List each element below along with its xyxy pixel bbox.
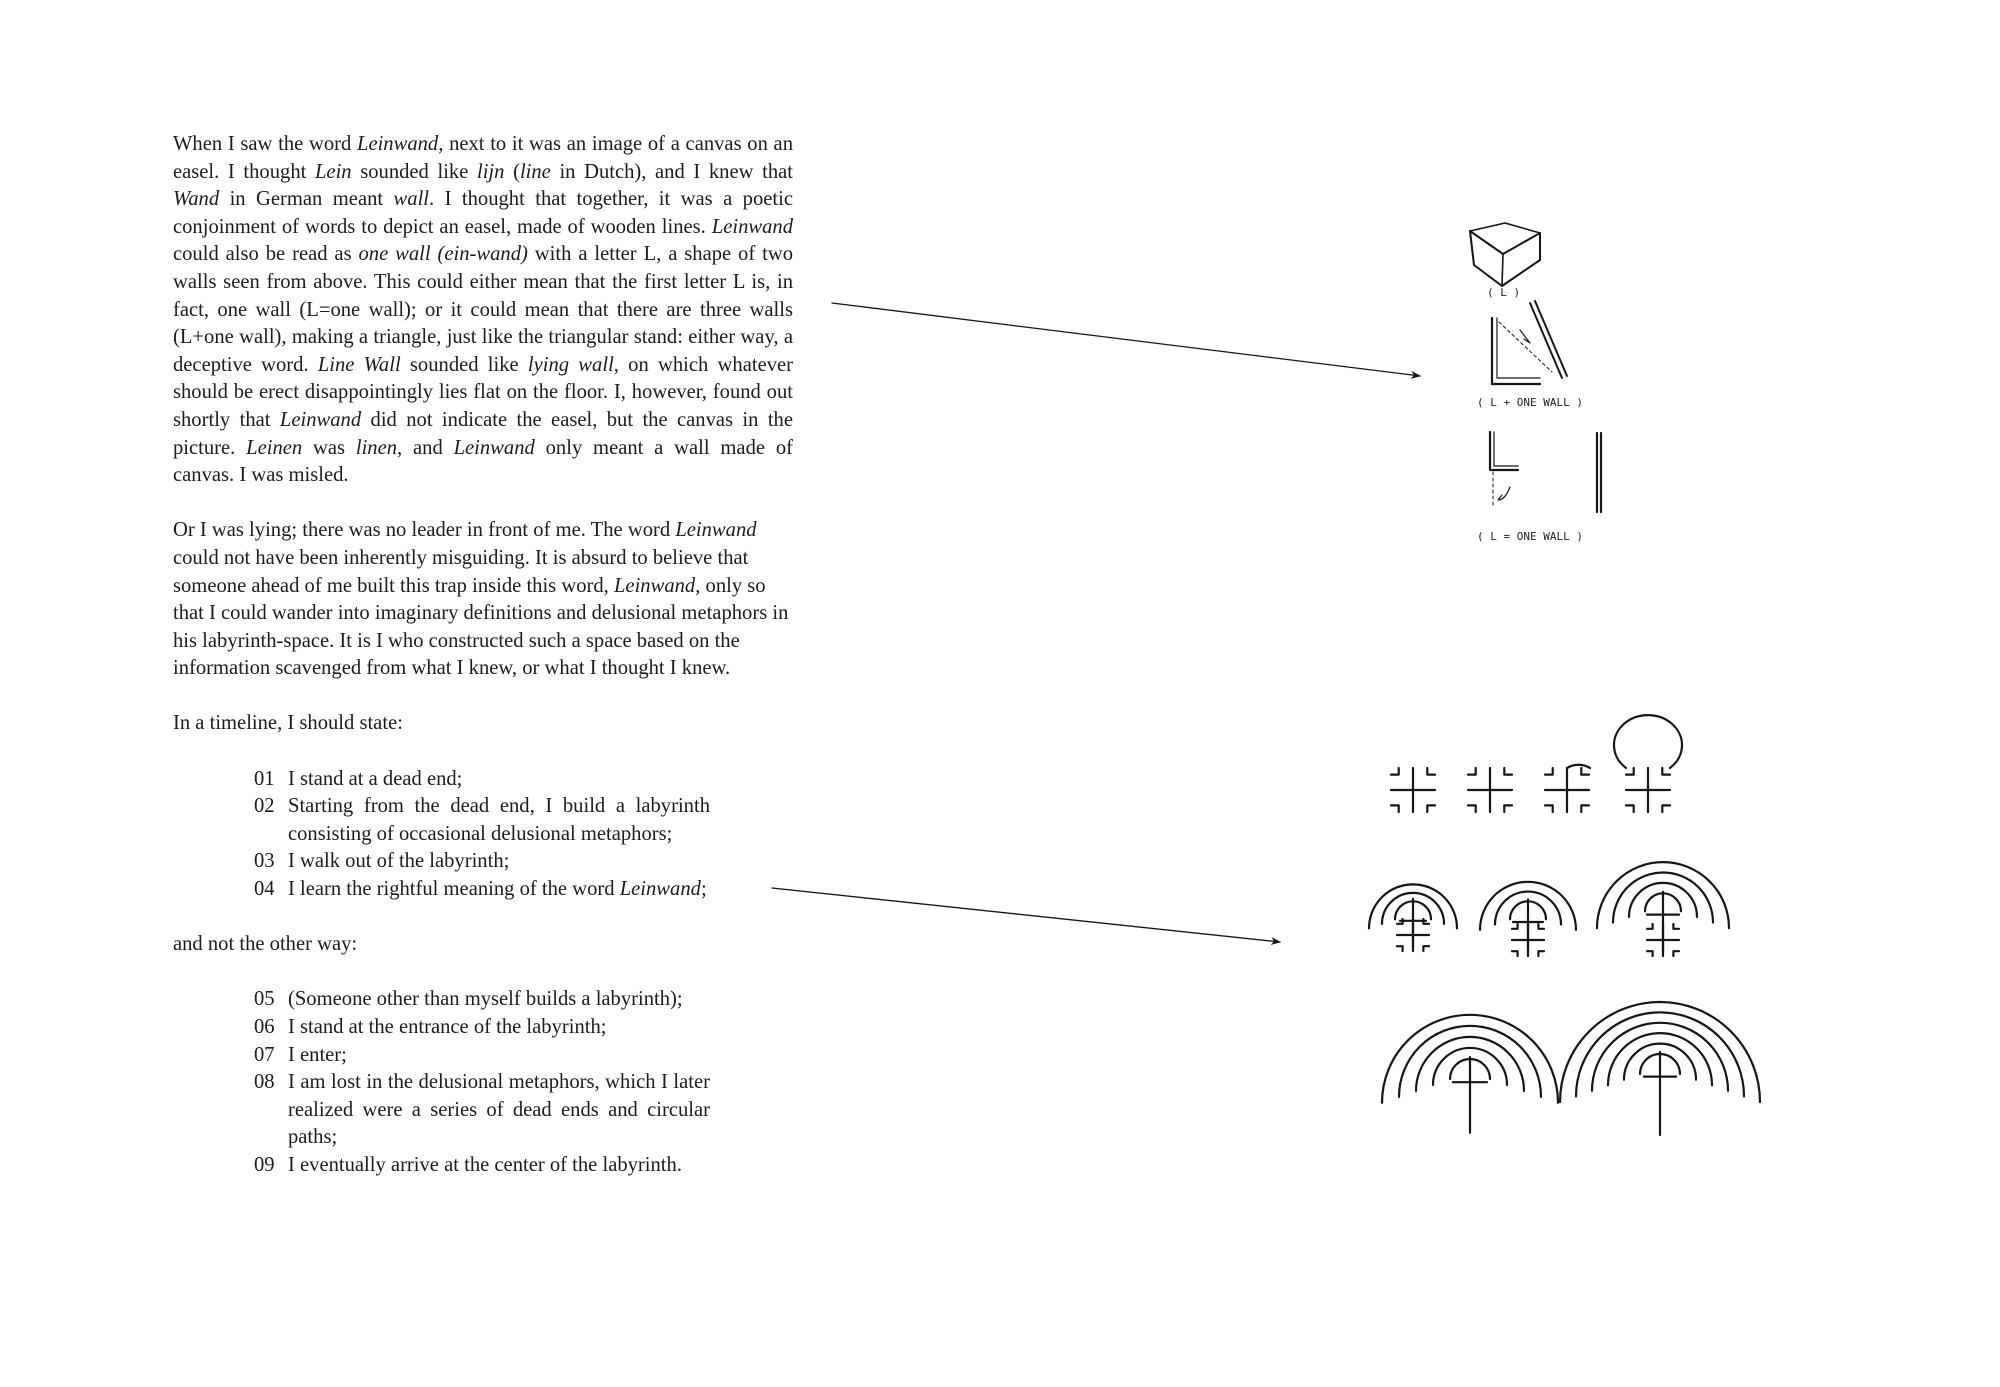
timeline-intro: In a timeline, I should state: [173, 712, 403, 735]
text-run: in German meant [219, 188, 394, 211]
italic-term: lying wall [527, 353, 614, 376]
text-run: , and [397, 436, 454, 459]
labyrinth-stroke [1512, 924, 1518, 929]
labyrinth-stroke [1512, 951, 1518, 956]
text-run: I enter; [288, 1043, 347, 1066]
labyrinth-stroke [1614, 715, 1682, 768]
wall-sketch-l-equals-one-wall [1477, 432, 1601, 543]
label-l-plus-one-wall: ( L + ONE WALL ) [1477, 396, 1583, 409]
text-run: (Someone other than myself builds a labyrinth); [288, 988, 683, 1011]
labyrinth-stroke [1538, 951, 1544, 956]
text-run: , next to it was an image of a canvas on an easel. I thought [173, 133, 793, 183]
labyrinth-stroke [1545, 768, 1553, 775]
wall-sketch-l [1470, 223, 1540, 299]
labyrinth-stroke [1423, 946, 1429, 951]
labyrinth-stroke [1626, 805, 1634, 812]
text-run: ; [700, 878, 707, 901]
list-item-number: 08 [254, 1071, 275, 1094]
labyrinth-stroke [1545, 805, 1553, 812]
list-item-number: 09 [254, 1153, 275, 1176]
text-run: I stand at a dead end; [288, 767, 463, 790]
text-run: ( [504, 160, 520, 183]
text-run: Starting from the dead end, I build a labyrinth consisting of occasional delusional metaphors; [288, 795, 710, 845]
labyrinth-stroke [1673, 951, 1679, 956]
text-run: , on which whatever should be erect disappointingly lies flat on the floor. I, however, found out shortly that [173, 353, 794, 431]
label-l: ( L ) [1487, 286, 1521, 299]
italic-term: Leinwand [453, 436, 535, 459]
text-run: could also be read as [173, 243, 359, 266]
italic-term: one wall (ein-wand) [358, 243, 528, 266]
labyrinth-stroke [1397, 946, 1403, 951]
text-run: I walk out of the labyrinth; [288, 850, 510, 873]
list-item-number: 06 [254, 1016, 275, 1038]
text-run: did not indicate the easel, but the canvas in the picture. [173, 408, 793, 459]
text-run: Or I was lying; there was no leader in front of me. The word [173, 519, 676, 542]
text-run: could not have been inherently misguiding. It is absurd to believe that someone ahead of me built this trap inside this word, [173, 546, 749, 597]
labyrinth-stroke [1647, 951, 1653, 956]
text-run: I stand at the entrance of the labyrinth; [288, 1016, 607, 1038]
labyrinth-stroke [1581, 805, 1589, 812]
arrow-to-wall-sketch [832, 303, 1420, 376]
list-item-number: 07 [254, 1043, 275, 1066]
text-run: , only so that I could wander into imaginary definitions and delusional metaphors in his labyrinth-space. It is I who constructed such a space based on the information scavenged from what I knew, or what I thought I knew. [173, 574, 789, 680]
list-item-number: 05 [254, 988, 275, 1011]
labyrinth-stroke [1391, 805, 1399, 812]
labyrinth-stroke [1581, 768, 1589, 775]
labyrinth-stroke [1391, 768, 1399, 775]
text-run: I eventually arrive at the center of the labyrinth. [288, 1153, 682, 1176]
labyrinth-stroke [1468, 805, 1476, 812]
italic-term: Lein [314, 160, 352, 183]
text-run: only meant a wall made of canvas. I was misled. [173, 436, 793, 487]
wall-sketch-l-plus-one-wall [1477, 301, 1583, 409]
italic-term: Leinwand [619, 878, 701, 901]
text-run: sounded like [400, 353, 528, 376]
labyrinth-construction-sketch [1369, 715, 1760, 1135]
list-item-number: 04 [254, 878, 275, 901]
italic-term: Leinwand [675, 519, 757, 542]
italic-term: Wand [173, 188, 220, 211]
list-item-number: 03 [254, 850, 275, 873]
text-run: I learn the rightful meaning of the word [288, 878, 620, 901]
labyrinth-stroke [1427, 768, 1435, 775]
text-run: sounded like [351, 160, 477, 183]
labyrinth-stroke [1567, 765, 1590, 768]
labyrinth-stroke [1538, 924, 1544, 929]
other-way-intro: and not the other way: [173, 933, 358, 956]
labyrinth-stroke [1662, 768, 1670, 775]
labyrinth-stroke [1626, 768, 1634, 775]
italic-term: Leinwand [279, 408, 362, 431]
list-item-number: 01 [254, 767, 275, 790]
italic-term: Leinwand [613, 574, 696, 597]
text-run: with a letter L, a shape of two walls seen from above. This could either mean that the first letter L is, in fact, one wall (L=one wall); or it could mean that there are three walls (L+one wall), making a triangle, just like the triangular stand: either way, a deceptive word. [173, 243, 794, 376]
italic-term: linen [355, 436, 398, 459]
label-l-equals-one-wall: ( L = ONE WALL ) [1477, 530, 1583, 543]
arrow-to-labyrinth-sketch [772, 888, 1280, 942]
text-run: in Dutch), and I knew that [550, 160, 793, 183]
italic-term: lijn [476, 160, 505, 183]
text-run: I am lost in the delusional metaphors, which I later realized were a series of dead ends and circular paths; [288, 1071, 710, 1149]
labyrinth-stroke [1468, 768, 1476, 775]
italic-term: Leinen [246, 436, 303, 459]
labyrinth-stroke [1427, 805, 1435, 812]
labyrinth-stroke [1504, 768, 1512, 775]
text-run: When I saw the word [173, 133, 357, 155]
labyrinth-stroke [1673, 924, 1679, 929]
text-run: was [302, 436, 356, 459]
labyrinth-stroke [1504, 805, 1512, 812]
text-run: . I thought that together, it was a poetic conjoinment of words to depict an easel, made of wooden lines. [173, 188, 793, 238]
italic-term: Leinwand [711, 215, 793, 238]
labyrinth-stroke [1647, 924, 1653, 929]
list-item-number: 02 [254, 795, 275, 818]
labyrinth-stroke [1662, 805, 1670, 812]
italic-term: wall [393, 188, 430, 211]
italic-term: line [519, 160, 551, 183]
italic-term: Leinwand [356, 133, 439, 155]
italic-term: Line Wall [317, 353, 401, 376]
